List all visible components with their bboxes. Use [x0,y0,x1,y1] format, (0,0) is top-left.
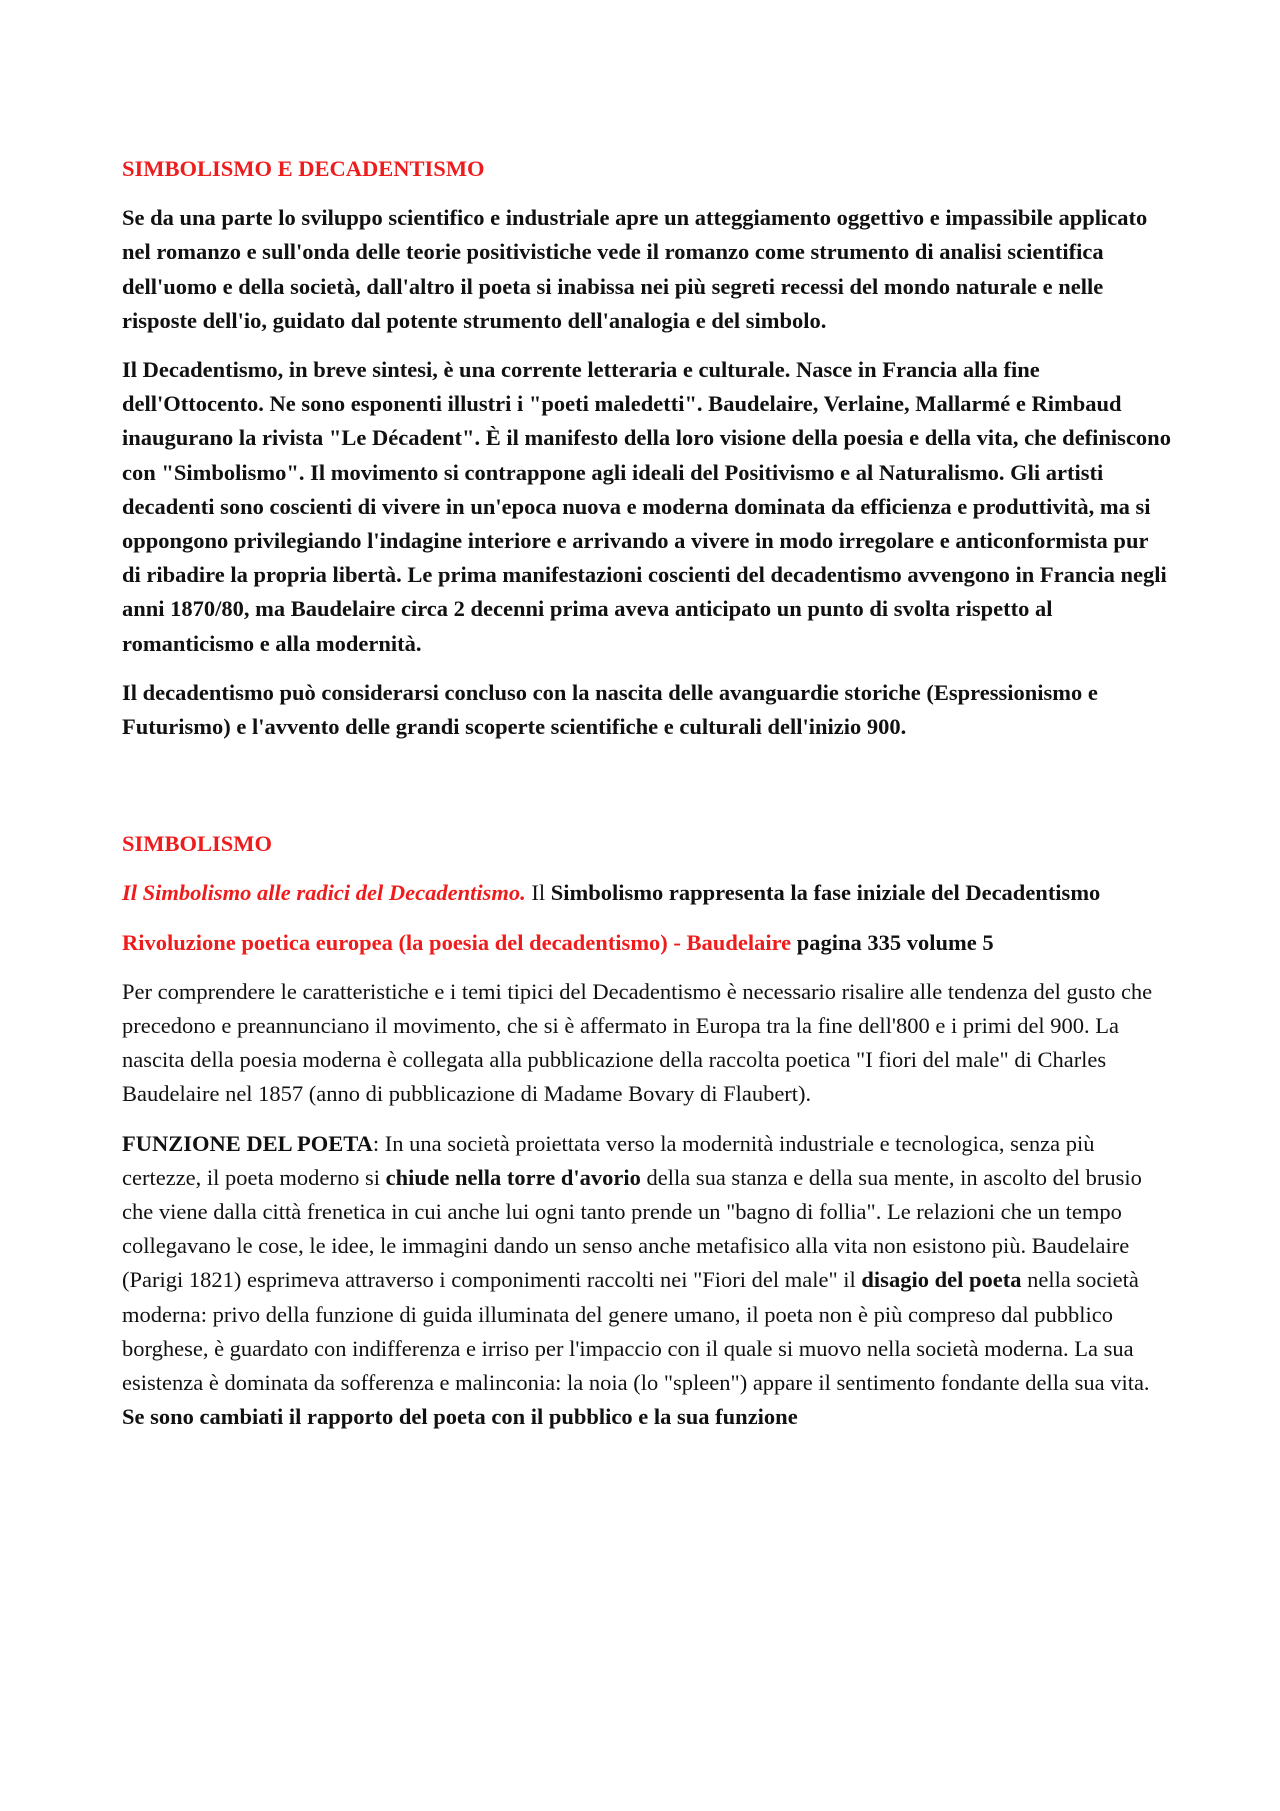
section-title: SIMBOLISMO E DECADENTISMO [122,156,485,181]
bold-run: chiude nella torre d'avorio [385,1164,641,1190]
poet-function-label: FUNZIONE DEL POETA [122,1130,373,1156]
bold-run: disagio del poeta [861,1267,1022,1293]
document-body [122,152,1172,1450]
paragraph: Il decadentismo può considerarsi concluso con la nascita delle avanguardie storiche (Espressionismo e Futurismo) e l'avvento delle grandi scoperte scientifiche e culturali dell'inizio 900. [122,679,1098,740]
reference-line [122,926,1172,960]
bold-run: Se sono cambiati il rapporto del poeta con il pubblico e la sua funzione [122,1404,798,1430]
intro-italic-heading: Il Simbolismo alle radici del Decadentismo. [122,880,526,906]
reference-page: pagina 335 volume 5 [791,929,994,955]
poet-function-paragraph [122,1127,1172,1435]
section-title: SIMBOLISMO [122,831,273,857]
text-run: : In una società proiettata verso la modernità industriale e tecnologica, senza più certezze, il poeta moderno si [122,1130,1095,1190]
intro-connector: Il [525,880,551,906]
text-run: nella società moderna: privo della funzione di guida illuminata del genere umano, il poeta non è più compreso dal pubblico borghese, è guardato con indifferenza e irriso per l'impaccio con il quale si muovo nella società moderna. La sua esistenza è dominata da sofferenza e malinconia: la noia (lo "spleen") appare il sentimento fondante della sua vita. [122,1267,1150,1396]
intro-bold-text: Simbolismo rappresenta la fase iniziale del Decadentismo [550,880,1101,906]
paragraph: Se da una parte lo sviluppo scientifico e industriale apre un atteggiamento oggettivo e impassibile applicato nel romanzo e sull'onda delle teorie positivistiche vede il romanzo come strumento di analisi scientifica dell'uomo e della società, dall'altro il poeta si inabissa nei più segreti recessi del mondo naturale e nelle risposte dell'io, guidato dal potente strumento dell'analogia e del simbolo. [122,205,1148,333]
paragraph: Per comprendere le caratteristiche e i temi tipici del Decadentismo è necessario risalire alle tendenza del gusto che precedono e preannunciano il movimento, che si è affermato in Europa tra la fine dell'800 e i primi del 900. La nascita della poesia moderna è collegata alla pubblicazione della raccolta poetica "I fiori del male" di Charles Baudelaire nel 1857 (anno di pubblicazione di Madame Bovary di Flaubert). [122,978,1153,1107]
reference-title: Rivoluzione poetica europea (la poesia del decadentismo) - Baudelaire [122,929,792,955]
section-spacer [122,759,1172,827]
text-run: della sua stanza e della sua mente, in ascolto del brusio che viene dalla città frenetica in cui anche lui ogni tanto prende un "bagno di follia". Le relazioni che un tempo collegavano le cose, le idee, le immagini dando un senso anche metafisico alla vita non esistono più. Baudelaire (Parigi 1821) esprimeva attraverso i componimenti raccolti nei "Fiori del male" il [122,1164,1142,1293]
paragraph: Il Decadentismo, in breve sintesi, è una corrente letteraria e culturale. Nasce in Francia alla fine dell'Ottocento. Ne sono esponenti illustri i "poeti maledetti". Baudelaire, Verlaine, Mallarmé e Rimbaud inaugurano la rivista "Le Décadent". È il manifesto della loro visione della poesia e della vita, che definiscono con "Simbolismo". Il movimento si contrappone agli ideali del Positivismo e al Naturalismo. Gli artisti decadenti sono coscienti di vivere in un'epoca nuova e moderna dominata da efficienza e produttività, ma si oppongono privilegiando l'indagine interiore e arrivando a vivere in modo irregolare e anticonformista pur di ribadire la propria libertà. Le prima manifestazioni coscienti del decadentismo avvengono in Francia negli anni 1870/80, ma Baudelaire circa 2 decenni prima aveva anticipato un punto di svolta rispetto al romanticismo e alla modernità. [122,357,1171,656]
intro-paragraph [122,876,1172,910]
